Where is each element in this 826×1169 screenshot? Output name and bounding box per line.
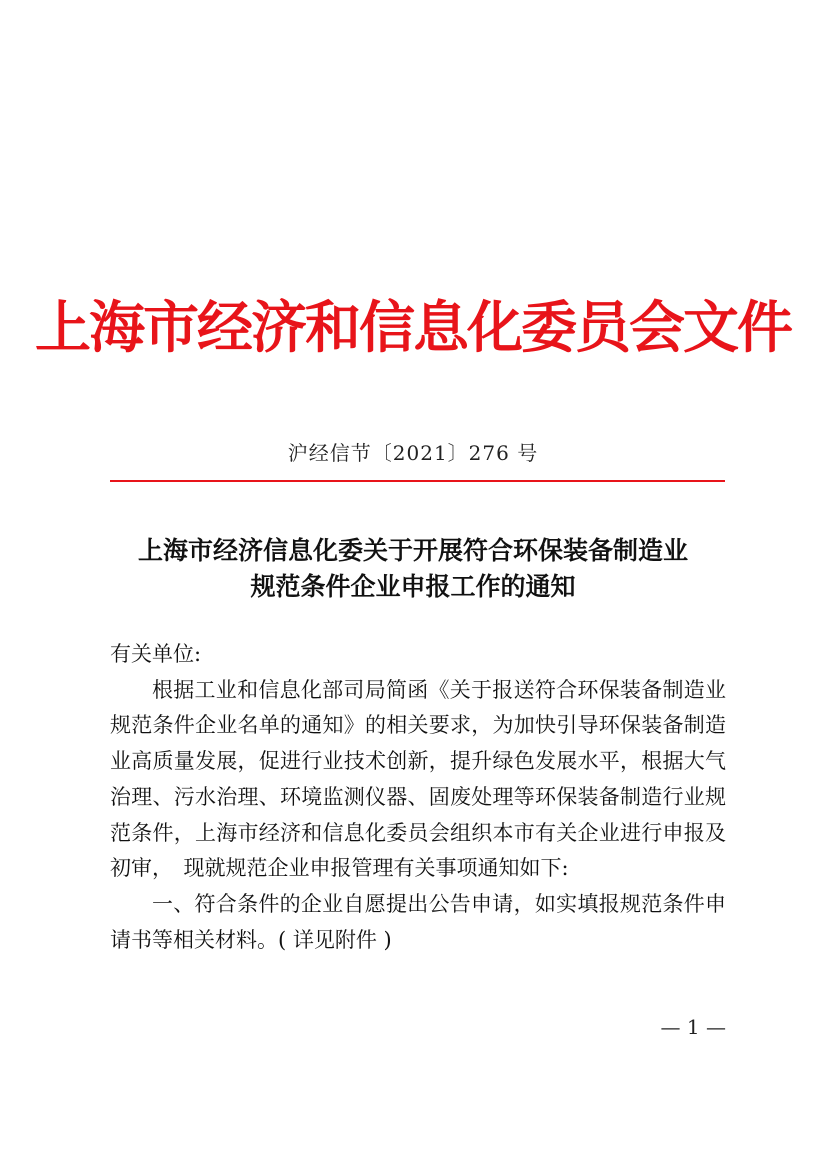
body-paragraph-2: 一、符合条件的企业自愿提出公告申请，如实填报规范条件申请书等相关材料。( 详见附件 ) bbox=[110, 891, 726, 952]
body-paragraph-1: 根据工业和信息化部司局简函《关于报送符合环保装备制造业规范条件企业名单的通知》的相关要求，为加快引导环保装备制造业高质量发展，促进行业技术创新，提升绿色发展水平，根据大气治理、污水治理、环境监测仪器、固废处理等环保装备制造行业规范条件，上海市经济和信息化委员会组织本市有关企业进行申报及初审， 现就规范企业申报管理有关事项通知如下: bbox=[110, 677, 726, 881]
salutation: 有关单位: bbox=[110, 642, 202, 666]
red-divider-line bbox=[110, 480, 725, 482]
issuer-title: 上海市经济和信息化委员会文件 bbox=[35, 295, 791, 361]
notice-title bbox=[0, 533, 826, 605]
notice-title-line-1: 上海市经济信息化委关于开展符合环保装备制造业 bbox=[137, 536, 688, 565]
document-number: 沪经信节〔2021〕276 号 bbox=[287, 441, 539, 465]
notice-title-line-2: 规范条件企业申报工作的通知 bbox=[250, 572, 576, 601]
page-number: — 1 — bbox=[660, 1015, 726, 1039]
notice-body bbox=[110, 637, 726, 958]
